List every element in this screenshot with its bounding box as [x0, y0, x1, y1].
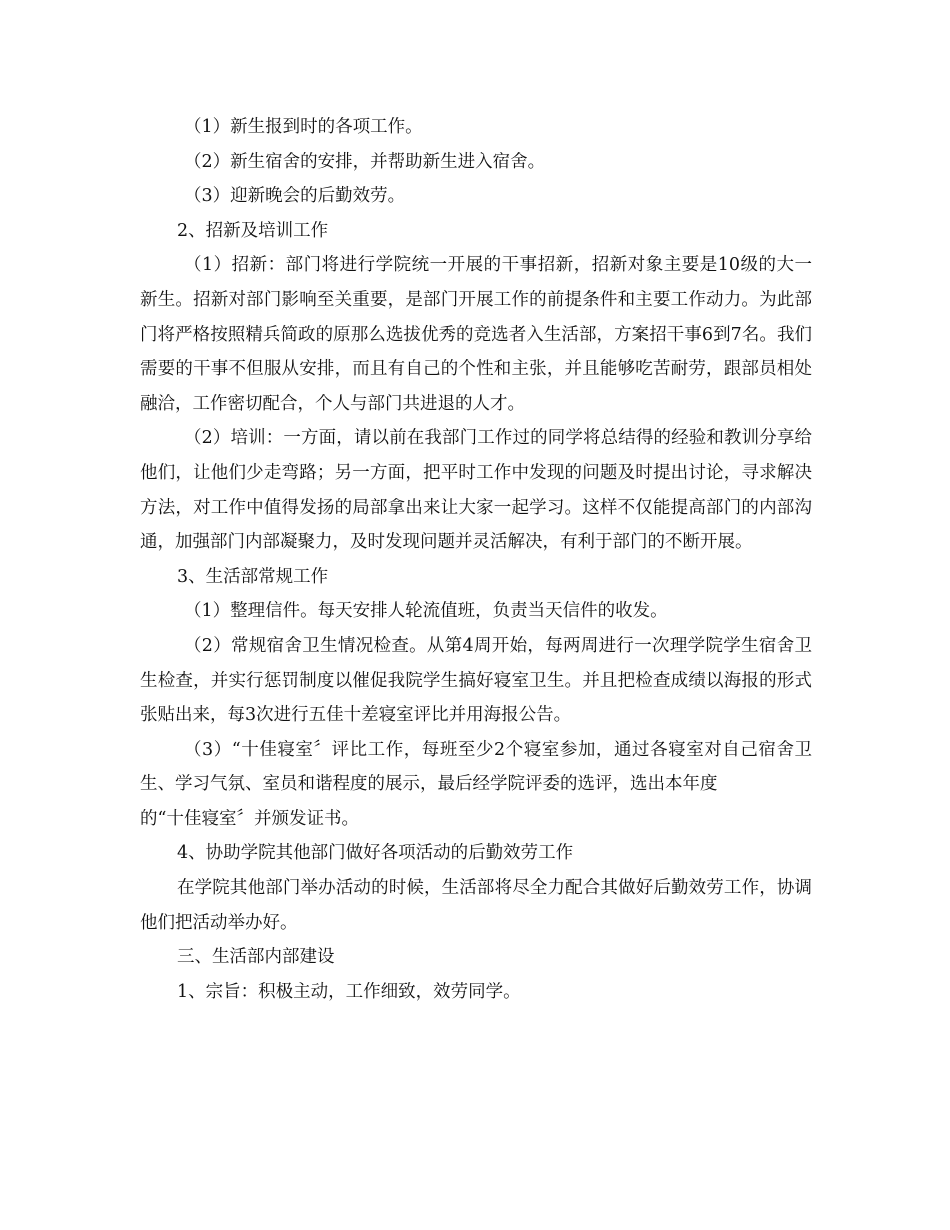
- paragraph-training: （2）培训：一方面，请以前在我部门工作过的同学将总结得的经验和教训分享给他们，让他们少走弯路；另一方面，把平时工作中发现的问题及时提出讨论，寻求解决方法，对工作中值得发扬的局部拿出来让大家一起学习。这样不仅能提高部门的内部沟通，加强部门内部凝聚力，及时发现问题并灵活解决，有利于部门的不断开展。: [140, 428, 812, 553]
- paragraph-logistics-support: 在学院其他部门举办活动的时候，生活部将尽全力配合其做好后勤效劳工作，协调他们把活动举办好。: [140, 878, 812, 933]
- document-body: [140, 110, 812, 1009]
- heading-routine-work: 3、生活部常规工作: [177, 566, 329, 587]
- paragraph-top-dorm-contest-end: 的“十佳寝室〞并颁发证书。: [140, 808, 359, 829]
- paragraph-mail-handling: （1）整理信件。每天安排人轮流值班，负责当天信件的收发。: [184, 601, 668, 622]
- paragraph-dorm-arrangement: （2）新生宿舍的安排，并帮助新生进入宿舍。: [184, 151, 546, 172]
- paragraph-newstudent-registration: （1）新生报到时的各项工作。: [184, 117, 423, 137]
- paragraph-top-dorm-contest: （3）“十佳寝室〞评比工作，每班至少2个寝室参加，通过各寝室对自己宿舍卫生、学习气氛、室员和谐程度的展示，最后经学院评委的选评，选出本年度: [140, 739, 812, 795]
- paragraph-recruitment: （1）招新：部门将进行学院统一开展的干事招新，招新对象主要是10级的大一新生。招新对部门影响至关重要，是部门开展工作的前提条件和主要工作动力。为此部门将严格按照精兵简政的原那么选拔优秀的竞选者入生活部，方案招干事6到7名。我们需要的干事不但服从安排，而且有自己的个性和主张，并且能够吃苦耐劳，跟部员相处融洽，工作密切配合，个人与部门共进退的人才。: [140, 255, 812, 414]
- heading-internal-construction: 三、生活部内部建设: [177, 947, 335, 968]
- paragraph-hygiene-inspection: （2）常规宿舍卫生情况检查。从第4周开始，每两周进行一次理学院学生宿舍卫生检查，并实行惩罚制度以催促我院学生搞好寝室卫生。并且把检查成绩以海报的形式张贴出来，每3次进行五佳十差寝室评比并用海报公告。: [140, 635, 812, 726]
- paragraph-welcome-party: （3）迎新晚会的后勤效劳。: [184, 186, 406, 207]
- paragraph-purpose: 1、宗旨：积极主动，工作细致，效劳同学。: [177, 981, 521, 1002]
- heading-recruit-training: 2、招新及培训工作: [177, 220, 329, 241]
- heading-logistics-support: 4、协助学院其他部门做好各项活动的后勤效劳工作: [177, 843, 574, 864]
